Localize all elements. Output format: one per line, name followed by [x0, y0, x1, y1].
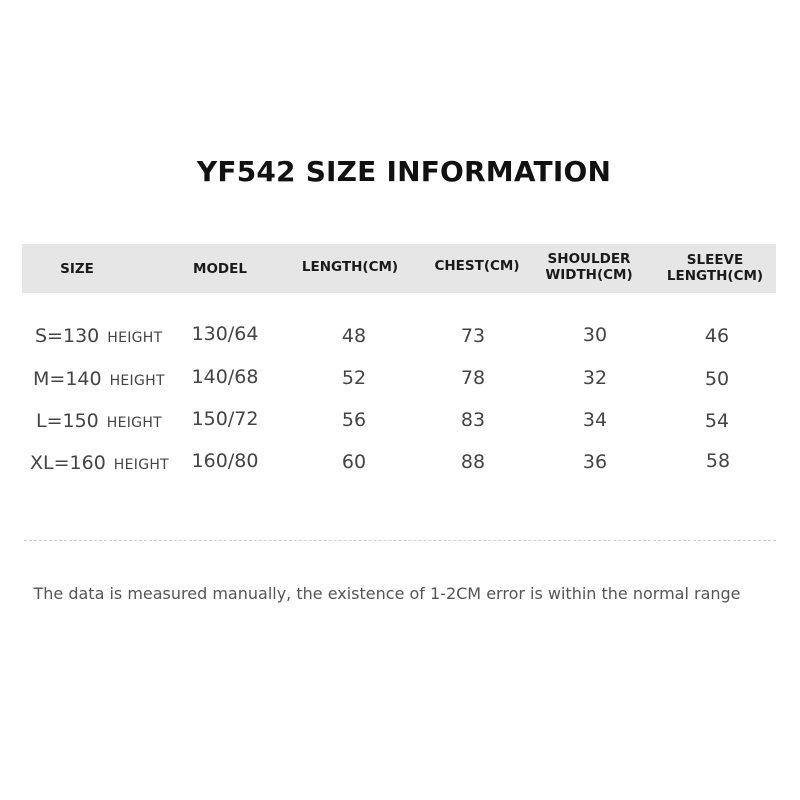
size-value: S=130 — [35, 325, 100, 347]
header-chest-label: CHEST(CM) — [434, 258, 520, 274]
sleeve-value: 58 — [705, 450, 731, 472]
table-header — [22, 244, 776, 293]
header-size — [60, 261, 94, 277]
table-row-size — [30, 452, 169, 474]
sleeve-value: 54 — [704, 410, 730, 432]
size-value: XL=160 — [30, 452, 106, 474]
sleeve-value: 50 — [704, 368, 730, 390]
sleeve-value: 46 — [704, 325, 730, 347]
length-value: 48 — [341, 325, 367, 347]
page-title: YF542 SIZE INFORMATION — [196, 155, 612, 188]
header-shoulder-line1: SHOULDER — [547, 251, 631, 267]
chest-value: 88 — [460, 451, 486, 473]
header-sleeve-line1: SLEEVE — [686, 252, 744, 268]
shoulder-value: 32 — [582, 367, 608, 389]
header-shoulder-width — [545, 251, 632, 283]
header-sleeve-line2: LENGTH(CM) — [666, 268, 764, 284]
header-model-label: MODEL — [193, 261, 247, 277]
chest-value: 78 — [460, 367, 486, 389]
model-value: 150/72 — [191, 408, 259, 430]
header-model — [193, 261, 247, 277]
table-row-size — [36, 410, 162, 432]
header-length — [302, 259, 398, 275]
shoulder-value: 36 — [582, 451, 608, 473]
table-row-size — [33, 368, 165, 390]
size-value: L=150 — [36, 410, 99, 432]
header-shoulder-line2: WIDTH(CM) — [545, 267, 633, 283]
model-value: 140/68 — [191, 366, 259, 388]
model-value: 160/80 — [191, 450, 259, 472]
length-value: 56 — [341, 409, 367, 431]
height-label: HEIGHT — [113, 457, 170, 473]
shoulder-value: 30 — [582, 324, 608, 346]
height-label: HEIGHT — [106, 415, 163, 431]
size-value: M=140 — [33, 368, 102, 390]
header-chest — [434, 258, 519, 274]
model-value: 130/64 — [191, 323, 259, 345]
measurement-note: The data is measured manually, the existence of 1-2CM error is within the normal range — [33, 584, 741, 603]
chest-value: 73 — [460, 325, 486, 347]
shoulder-value: 34 — [582, 409, 608, 431]
table-row-size — [35, 325, 162, 347]
dashed-divider — [24, 540, 776, 541]
chest-value: 83 — [460, 409, 486, 431]
height-label: HEIGHT — [109, 373, 165, 389]
height-label: HEIGHT — [107, 330, 163, 346]
header-sleeve-length — [667, 252, 763, 284]
length-value: 60 — [341, 451, 367, 473]
header-length-label: LENGTH(CM) — [301, 259, 399, 275]
header-size-label: SIZE — [60, 261, 94, 277]
length-value: 52 — [341, 367, 367, 389]
